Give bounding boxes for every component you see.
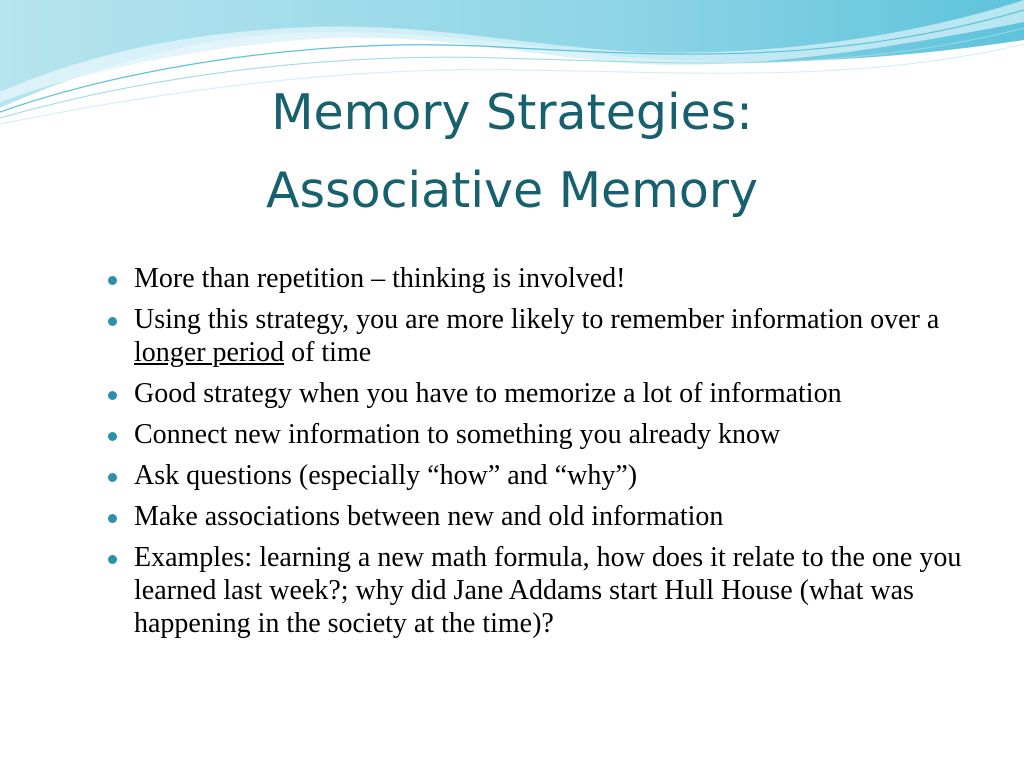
bullet-text: Good strategy when you have to memorize a lot of information (134, 378, 842, 409)
bullet-dot-icon (108, 514, 117, 523)
bullet-dot-icon (108, 276, 117, 285)
title-line-2: Associative Memory (266, 162, 758, 219)
bullet-list (105, 262, 985, 648)
title-line-1: Memory Strategies: (271, 84, 753, 141)
bullet-item (105, 303, 985, 369)
bullet-item (105, 418, 985, 451)
bullet-dot-icon (108, 317, 117, 326)
bullet-dot-icon (108, 473, 117, 482)
underlined-phrase: longer period (134, 337, 285, 368)
bullet-item (105, 377, 985, 410)
bullet-text-before: Using this strategy, you are more likely to remember information over a (134, 304, 940, 335)
bullet-text: More than repetition – thinking is involved! (134, 263, 626, 294)
bullet-dot-icon (108, 391, 117, 400)
bullet-dot-icon (108, 555, 117, 564)
bullet-dot-icon (108, 432, 117, 441)
bullet-item (105, 459, 985, 492)
bullet-text: Ask questions (especially “how” and “why”) (134, 460, 638, 491)
bullet-text-after: of time (284, 337, 372, 368)
bullet-text: Examples: learning a new math formula, how does it relate to the one you learned last week?; why did Jane Addams start Hull House (what was happening in the society at the time)? (134, 542, 962, 639)
bullet-text: Connect new information to something you already know (134, 419, 781, 450)
bullet-item (105, 541, 985, 640)
bullet-item (105, 500, 985, 533)
bullet-item (105, 262, 985, 295)
slide-title (0, 74, 1024, 230)
bullet-text: Make associations between new and old information (134, 501, 724, 532)
